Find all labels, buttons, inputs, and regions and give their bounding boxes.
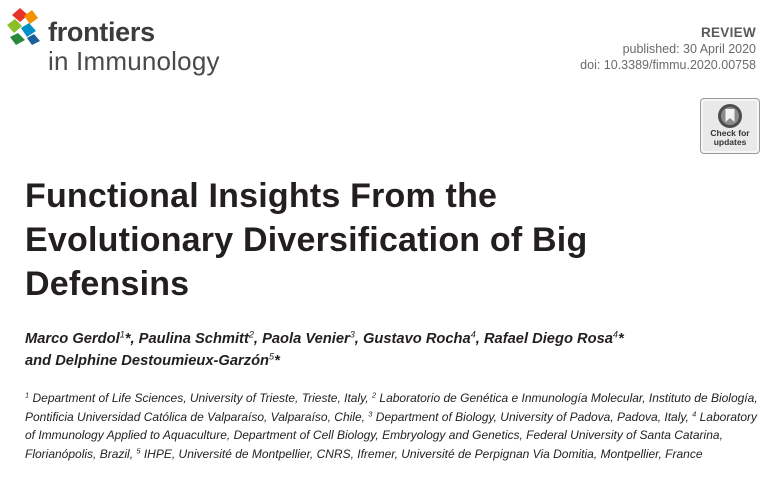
author[interactable]: and Delphine Destoumieux-Garzón$^5$* bbox=[25, 351, 280, 369]
check-for-updates-button[interactable] bbox=[700, 98, 760, 154]
author[interactable]: Paulina Schmitt$^2$ bbox=[138, 329, 254, 347]
affiliation-number: 2 bbox=[371, 390, 377, 400]
affiliation-number: 5 bbox=[136, 446, 141, 456]
affiliation-number: 1 bbox=[25, 390, 30, 400]
author[interactable]: Gustavo Rocha$^4$ bbox=[362, 329, 476, 347]
check-for-updates-label-2: updates bbox=[713, 137, 747, 147]
author-list: Marco Gerdol$^1$*, Paulina Schmitt$^2$, Paola Venier$^3$, Gustavo Rocha$^4$, Rafael Diego Rosa$^4$* and Delphine Destoumieux-Garzón$^5$* bbox=[25, 329, 624, 369]
journal-name-line2: in Immunology bbox=[48, 46, 220, 76]
author[interactable]: Marco Gerdol$^1$* bbox=[25, 329, 131, 347]
journal-name-line1: frontiers bbox=[48, 17, 155, 47]
affiliations bbox=[25, 389, 770, 463]
affiliation-text: Department of Life Sciences, University of Trieste, Trieste, Italy, bbox=[29, 391, 372, 405]
author[interactable]: Paola Venier$^3$ bbox=[262, 329, 355, 347]
author[interactable]: Rafael Diego Rosa$^4$* bbox=[483, 329, 624, 347]
title-line: Evolutionary Diversification of Big bbox=[25, 221, 588, 259]
article-meta bbox=[580, 25, 756, 73]
article-title bbox=[25, 174, 725, 306]
title-line: Defensins bbox=[25, 265, 190, 303]
journal-logo[interactable] bbox=[5, 6, 245, 76]
affiliation-number: 4 bbox=[692, 409, 697, 419]
doi-link[interactable]: doi: 10.3389/fimmu.2020.00758 bbox=[580, 58, 756, 72]
check-for-updates-label-1: Check for bbox=[710, 128, 750, 138]
published-date: published: 30 April 2020 bbox=[622, 42, 756, 56]
check-for-updates-icon bbox=[717, 103, 743, 129]
title-line: Functional Insights From the bbox=[25, 177, 498, 215]
article-type: REVIEW bbox=[700, 25, 756, 40]
affiliation-text: IHPE, Université de Montpellier, CNRS, Ifremer, Université de Perpignan Via Domitia, Montpellier, France bbox=[140, 446, 703, 461]
affiliation-number: 3 bbox=[368, 409, 373, 419]
affiliation-text: Department of Biology, University of Padova, Padova, Italy, bbox=[372, 409, 693, 424]
affiliation-text: Laboratory of Immunology Applied to Aquaculture, Department of Cell Biology, Embryology and Genetics, Federal University of Santa Catarina, Florianópolis, Brazil, bbox=[25, 409, 757, 461]
affiliation-text: Laboratorio de Genética e Inmunología Molecular, Instituto de Biología, Pontificia Universidad Católica de Valparaíso, Valparaíso, Chile, bbox=[25, 391, 758, 424]
frontiers-logo-icon bbox=[5, 6, 43, 46]
